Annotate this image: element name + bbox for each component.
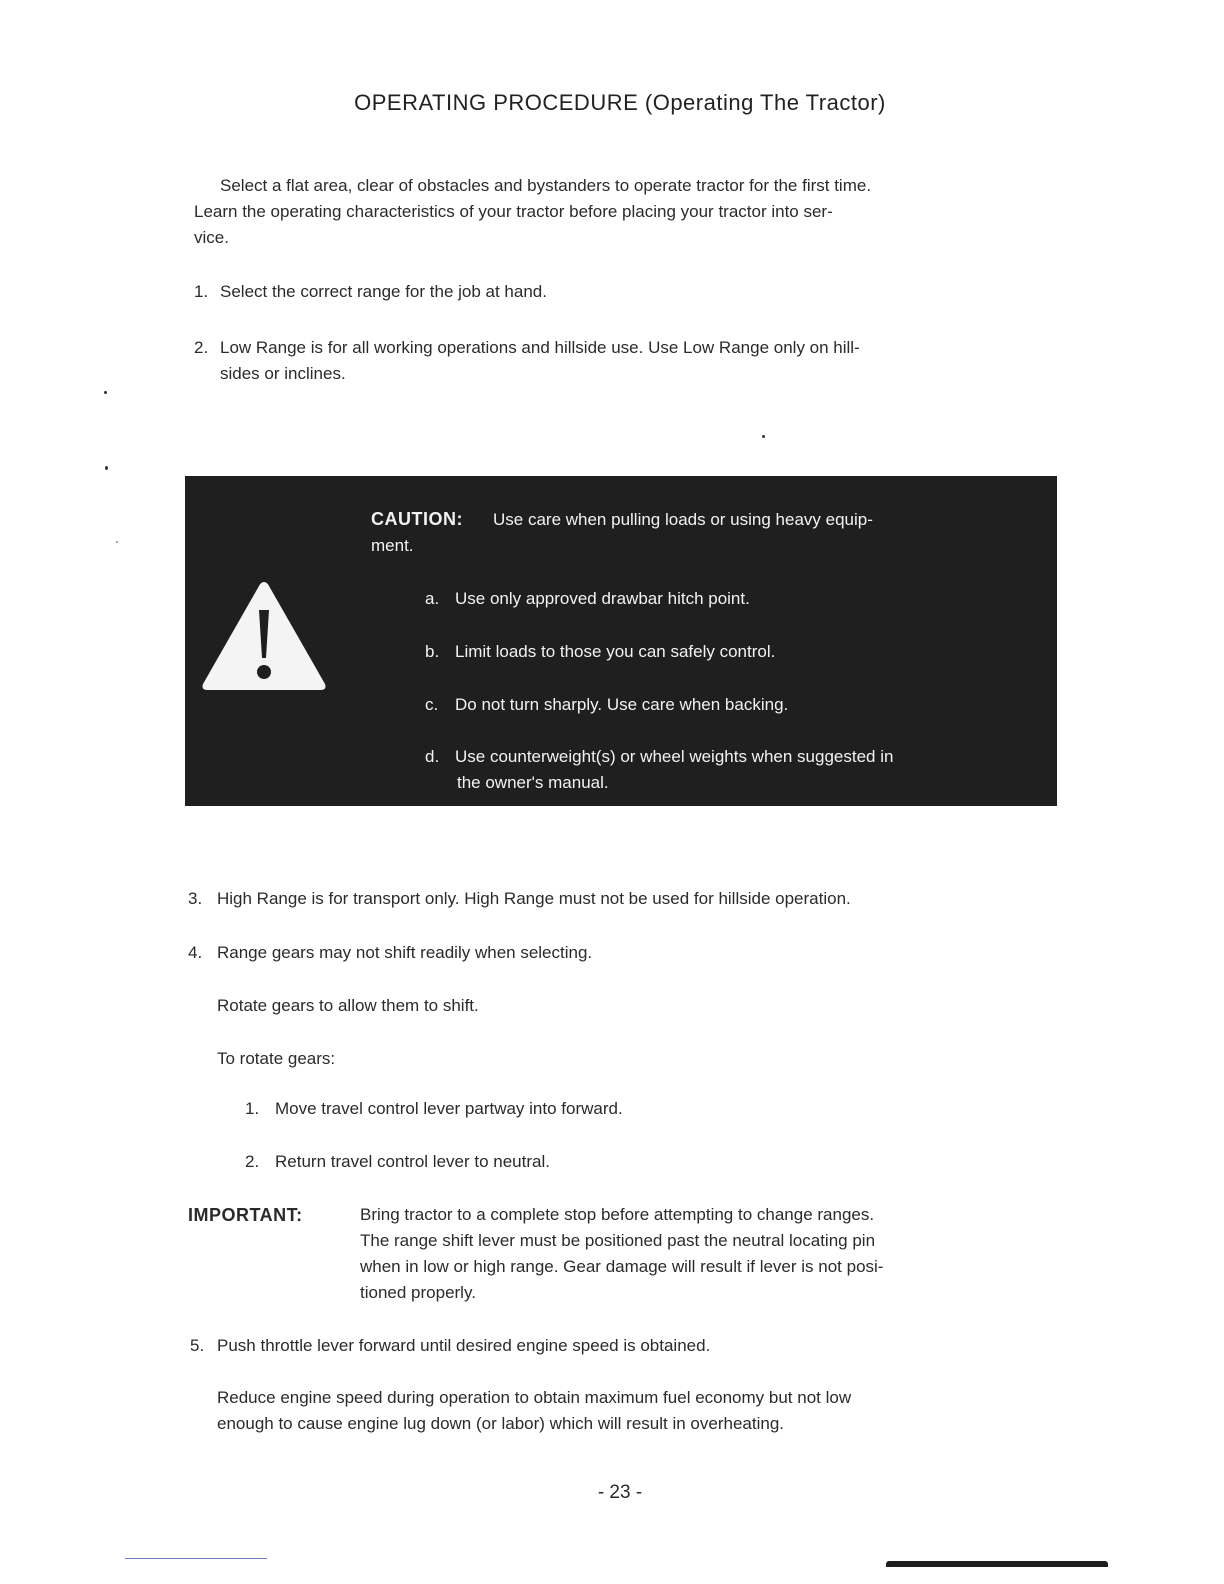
step-5 (190, 1333, 710, 1359)
caution-item-text: Use only approved drawbar hitch point. (455, 589, 750, 608)
caution-item-text: Do not turn sharply. Use care when backing. (455, 695, 789, 714)
intro-line-1: Select a flat area, clear of obstacles and bystanders to operate tractor for the first time. (220, 176, 872, 195)
caution-item-text: Limit loads to those you can safely control. (455, 642, 776, 661)
step-3 (188, 886, 851, 912)
important-line-3: when in low or high range. Gear damage will result if lever is not posi- (360, 1257, 884, 1276)
warning-triangle-icon (199, 576, 329, 694)
caution-label: CAUTION: (371, 509, 463, 529)
scan-speck (116, 541, 118, 543)
substep-1 (245, 1096, 623, 1122)
important-label: IMPORTANT: (188, 1205, 303, 1225)
caution-item-label: c. (425, 695, 439, 714)
step-4-number: 4. (188, 943, 203, 962)
step-5-text: Push throttle lever forward until desired engine speed is obtained. (217, 1336, 711, 1355)
scan-artifact-line (125, 1558, 267, 1559)
step-2-text: Low Range is for all working operations and hillside use. Use Low Range only on hill- (220, 338, 860, 357)
scan-speck (762, 435, 765, 438)
caution-text-2: ment. (371, 536, 414, 555)
caution-item-text-cont: the owner's manual. (457, 773, 609, 792)
step-3-number: 3. (188, 889, 203, 908)
substep-2 (245, 1149, 550, 1175)
step-2-number: 2. (194, 338, 209, 357)
step-1-text: Select the correct range for the job at hand. (220, 282, 547, 301)
step-4-text: Range gears may not shift readily when selecting. (217, 943, 593, 962)
caution-item-c (425, 692, 1045, 718)
step-1 (194, 279, 547, 305)
caution-box (185, 476, 1057, 806)
caution-item-label: d. (425, 747, 440, 766)
step-3-text: High Range is for transport only. High Range must not be used for hillside operation. (217, 889, 851, 908)
page-title: OPERATING PROCEDURE (Operating The Tractor) (354, 90, 886, 115)
step-5-note-2: enough to cause engine lug down (or labor) which will result in overheating. (217, 1414, 785, 1433)
caution-item-b (425, 639, 1045, 665)
substep-1-number: 1. (245, 1099, 260, 1118)
important-line-1: Bring tractor to a complete stop before attempting to change ranges. (360, 1205, 875, 1224)
substep-2-text: Return travel control lever to neutral. (275, 1152, 550, 1171)
intro-line-3: vice. (194, 228, 229, 247)
step-1-number: 1. (194, 282, 209, 301)
caution-text-1: Use care when pulling loads or using heavy equip- (493, 510, 873, 529)
scan-speck (105, 466, 108, 470)
caution-heading (371, 506, 1041, 559)
scan-speck (104, 391, 107, 394)
step-4-rotate: Rotate gears to allow them to shift. (217, 996, 479, 1015)
important-line-4: tioned properly. (360, 1283, 476, 1302)
page-number: - 23 - (597, 1482, 643, 1503)
caution-item-label: b. (425, 642, 440, 661)
substep-2-number: 2. (245, 1152, 260, 1171)
step-4-to-rotate: To rotate gears: (217, 1049, 336, 1068)
step-5-number: 5. (190, 1336, 205, 1355)
caution-item-label: a. (425, 589, 440, 608)
caution-item-text: Use counterweight(s) or wheel weights when suggested in (455, 747, 894, 766)
caution-item-a (425, 586, 1045, 612)
step-5-note-1: Reduce engine speed during operation to obtain maximum fuel economy but not low (217, 1388, 852, 1407)
caution-item-d (425, 744, 1045, 796)
step-2-text-cont: sides or inclines. (220, 364, 346, 383)
scan-artifact-bar (886, 1561, 1108, 1567)
substep-1-text: Move travel control lever partway into forward. (275, 1099, 623, 1118)
step-4 (188, 940, 592, 966)
step-2 (194, 335, 860, 361)
important-line-2: The range shift lever must be positioned past the neutral locating pin (360, 1231, 876, 1250)
intro-line-2: Learn the operating characteristics of your tractor before placing your tractor into ser- (194, 202, 833, 221)
